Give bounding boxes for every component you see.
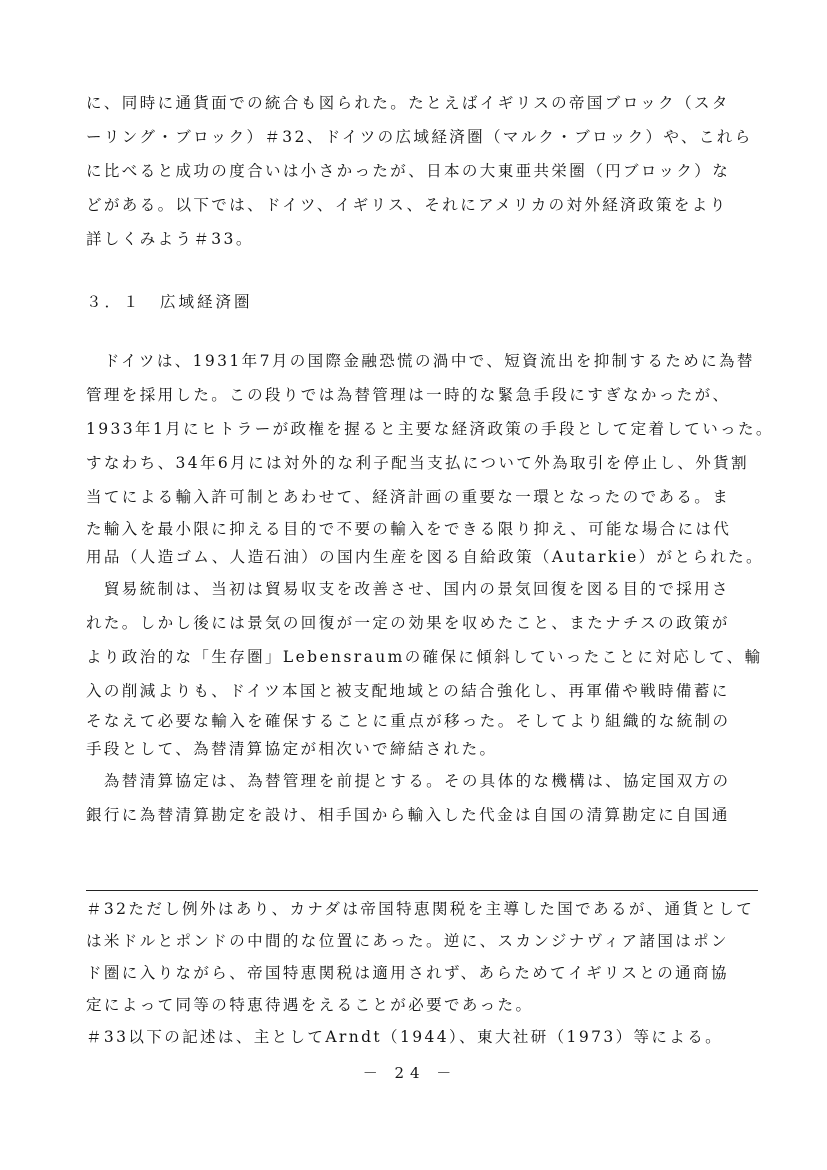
section-line: そなえて必要な輸入を確保することに重点が移った。そしてより組織的な統制の [86,712,731,730]
footnote-line: ＃32ただし例外はあり、カナダは帝国特恵関税を主導した国であるが、通貨として [86,900,755,918]
section-line: 当てによる輸入許可制とあわせて、経済計画の重要な一環となったのである。ま [86,488,731,506]
section-line: れた。しかし後には景気の回復が一定の効果を収めたこと、またナチスの政策が [86,614,730,632]
section-line: ドイツは、1931年7月の国際金融恐慌の渦中で、短資流出を抑制するために為替 [86,352,755,370]
body-line: どがある。以下では、ドイツ、イギリス、それにアメリカの対外経済政策をより [86,196,728,214]
section-line: た輸入を最小限に抑える目的で不要の輸入をできる限り抑え、可能な場合には代 [86,520,732,538]
section-line: 為替清算協定は、為替管理を前提とする。その具体的な機構は、協定国双方の [86,772,731,790]
footnote-rule [86,890,758,891]
footnote-line: ド圏に入りながら、帝国特恵関税は適用されず、あらためてイギリスとの通商協 [86,964,729,982]
section-line: すなわち、34年6月には対外的な利子配当支払について外為取引を停止し、外貨割 [86,454,749,472]
footnote-line: ＃33以下の記述は、主としてArndt（1944）、東大社研（1973）等による。 [86,1028,724,1046]
section-line: 管理を採用した。この段りでは為替管理は一時的な緊急手段にすぎなかったが、 [86,386,731,404]
section-line: 1933年1月にヒトラーが政権を握ると主要な経済政策の手段として定着していった。 [86,420,774,438]
body-line: 詳しくみよう＃33。 [86,230,254,248]
body-line: ーリング・ブロック）＃32、ドイツの広域経済圏（マルク・ブロック）や、これら [86,128,753,146]
footnote-line: 定によって同等の特恵待遇をえることが必要であった。 [86,996,534,1014]
section-line: 用品（人造ゴム、人造石油）の国内生産を図る自給政策（Autarkie）がとられた。 [86,548,764,566]
body-line: に、同時に通貨面での統合も図られた。たとえばイギリスの帝国ブロック（スタ [86,94,730,112]
section-line: 銀行に為替清算勘定を設け、相手国から輸入した代金は自国の清算勘定に自国通 [86,806,730,824]
footnote-line: は米ドルとポンドの中間的な位置にあった。逆に、スカンジナヴィア諸国はポン [86,932,729,950]
section-line: 入の削減よりも、ドイツ本国と被支配地域との結合強化し、再軍備や戦時備蓄に [86,682,730,700]
page-number: － 24 － [362,1064,458,1082]
section-line: 手段として、為替清算協定が相次いで締結された。 [86,740,498,758]
section-line: より政治的な「生存圏」Lebensraumの確保に傾斜していったことに対応して、輸 [86,648,763,666]
section-heading: ３．１ 広域経済圏 [86,293,253,311]
body-line: に比べると成功の度合いは小さかったが、日本の大東亜共栄圏（円ブロック）な [86,162,731,180]
section-line: 貿易統制は、当初は貿易収支を改善させ、国内の景気回復を図る目的で採用さ [86,580,730,598]
